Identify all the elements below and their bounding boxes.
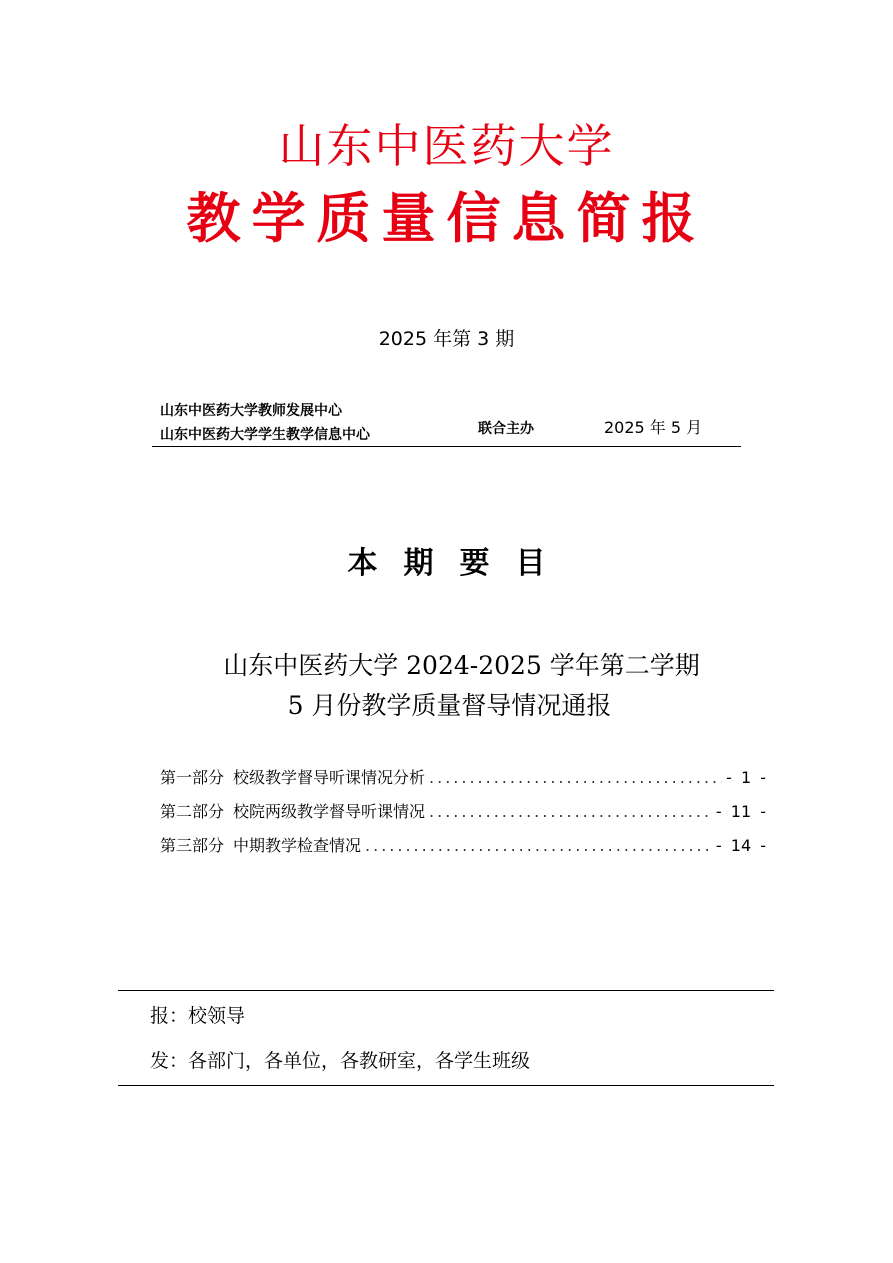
footer-top-divider [118,990,774,991]
toc-part-label: 第二部分 [160,802,225,821]
contents-heading: 本期要目 [347,546,572,581]
footer-bottom-divider [118,1085,774,1086]
toc-page-number: - 14 - [715,836,766,855]
header-divider [152,446,741,447]
report-title-line-2: 5 月份教学质量督导情况通报 [287,691,612,720]
toc-leader-dots [429,765,722,791]
joint-sponsor-label: 联合主办 [478,421,534,437]
toc-part-label: 第一部分 [160,768,225,787]
toc-part-label: 第三部分 [160,836,225,855]
publication-date: 2025 年 5 月 [604,418,703,437]
toc-leader-dots [429,799,712,825]
toc-page-number: - 11 - [715,802,766,821]
publisher-org-2: 山东中医药大学学生教学信息中心 [160,427,370,443]
bulletin-title: 教学质量信息简报 [186,186,707,250]
toc-leader-dots [365,833,712,859]
toc-entry-title: 校级教学督导听课情况分析 [233,768,426,787]
report-to-line: 报：校领导 [150,1005,246,1027]
toc-entry-title: 中期教学检查情况 [233,836,362,855]
toc-entry-2[interactable] [160,799,766,833]
publisher-org-1: 山东中医药大学教师发展中心 [160,403,342,419]
report-title-line-1: 山东中医药大学 2024-2025 学年第二学期 [223,651,700,680]
table-of-contents [160,765,766,867]
send-to-line: 发：各部门，各单位，各教研室，各学生班级 [150,1050,531,1072]
university-title: 山东中医药大学 [278,119,615,173]
toc-entry-1[interactable] [160,765,766,799]
toc-entry-3[interactable] [160,833,766,867]
issue-number: 2025 年第 3 期 [378,328,515,350]
toc-page-number: - 1 - [726,768,766,787]
toc-entry-title: 校院两级教学督导听课情况 [233,802,426,821]
